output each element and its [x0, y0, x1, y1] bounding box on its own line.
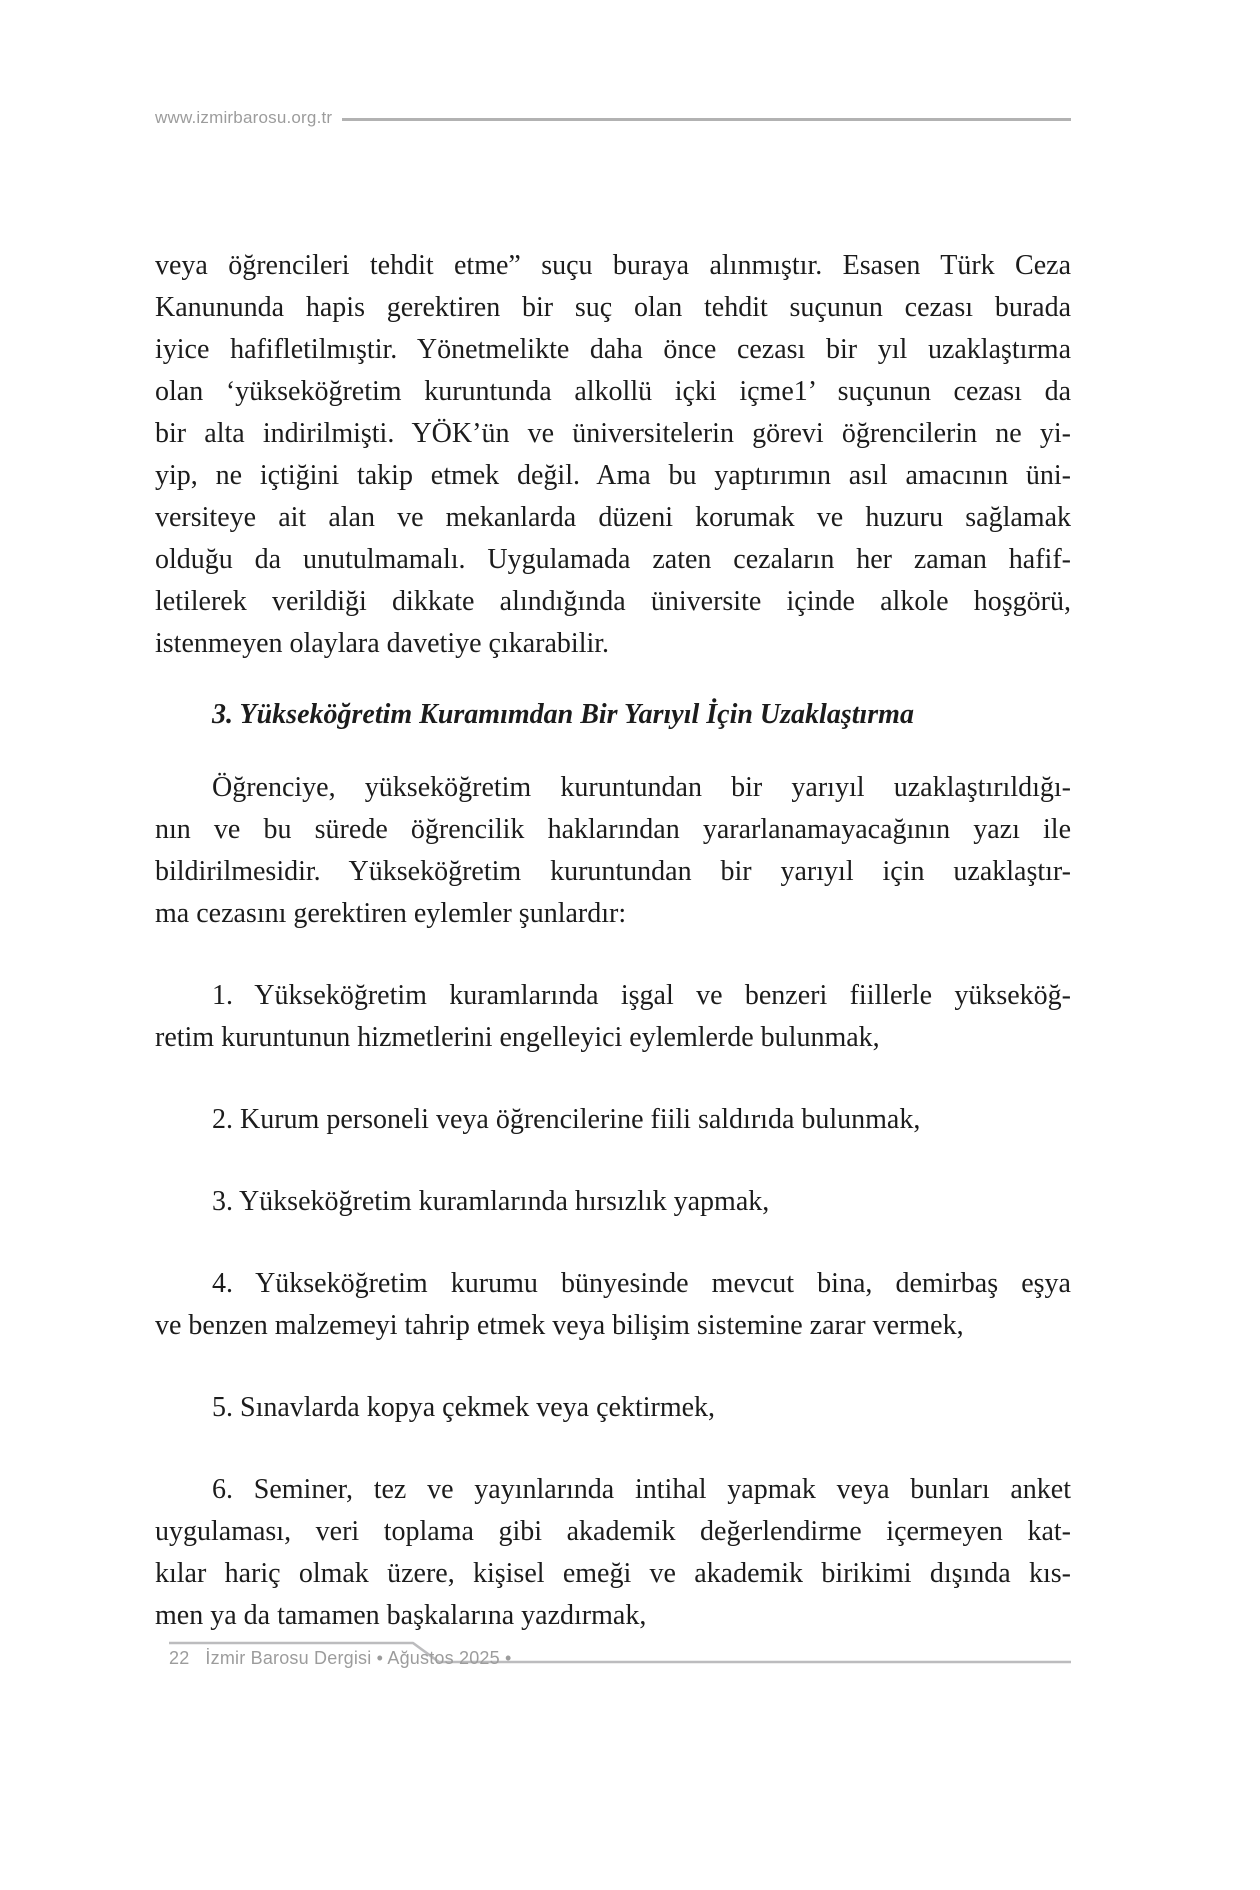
text-line: bir alta indirilmişti. YÖK’ün ve üniversitelerin görevi öğrencilerin ne yi-: [155, 418, 1071, 449]
text-line: kılar hariç olmak üzere, kişisel emeği ve akademik birikimi dışında kıs-: [155, 1558, 1071, 1589]
paragraph: [155, 1263, 1071, 1347]
page-footer: [155, 1640, 1071, 1684]
website-url: www.izmirbarosu.org.tr: [155, 108, 333, 127]
text-line: veya öğrencileri tehdit etme” suçu buraya alınmıştır. Esasen Türk Ceza: [155, 250, 1071, 281]
text-line: bildirilmesidir. Yükseköğretim kuruntundan bir yarıyıl için uzaklaştır-: [155, 856, 1071, 887]
text-line: retim kuruntunun hizmetlerini engelleyici eylemlerde bulunmak,: [155, 1022, 880, 1053]
text-line: Kanununda hapis gerektiren bir suç olan tehdit suçunun cezası burada: [155, 292, 1071, 323]
paragraph: [155, 1387, 1071, 1429]
text-line: letilerek verildiği dikkate alındığında üniversite içinde alkole hoşgörü,: [155, 586, 1071, 617]
paragraph: [155, 975, 1071, 1059]
header-rule: [342, 118, 1071, 121]
text-line: nın ve bu sürede öğrencilik haklarından yararlanamayacağının yazı ile: [155, 814, 1071, 845]
text-line: 4. Yükseköğretim kurumu bünyesinde mevcut bina, demirbaş eşya: [212, 1268, 1071, 1299]
paragraph: [155, 245, 1071, 665]
section-heading: [155, 694, 1071, 736]
page-header: [155, 108, 1071, 128]
document-body: [155, 245, 1071, 1637]
footer-text: [169, 1648, 512, 1669]
text-line: 1. Yükseköğretim kuramlarında işgal ve benzeri fiillerle yükseköğ-: [212, 980, 1071, 1011]
text-line: ma cezasını gerektiren eylemler şunlardır:: [155, 898, 627, 929]
text-line: olan ‘yükseköğretim kuruntunda alkollü içki içme1’ suçunun cezası da: [155, 376, 1071, 407]
text-line: versiteye ait alan ve mekanlarda düzeni korumak ve huzuru sağlamak: [155, 502, 1071, 533]
paragraph: [155, 1099, 1071, 1141]
text-line: istenmeyen olaylara davetiye çıkarabilir.: [155, 628, 610, 659]
text-line: 3. Yükseköğretim kuramlarında hırsızlık yapmak,: [212, 1186, 770, 1217]
text-line: uygulaması, veri toplama gibi akademik değerlendirme içermeyen kat-: [155, 1516, 1071, 1547]
paragraph: [155, 1181, 1071, 1223]
text-line: iyice hafifletilmıştir. Yönetmelikte daha önce cezası bir yıl uzaklaştırma: [155, 334, 1071, 365]
text-line: olduğu da unutulmamalı. Uygulamada zaten cezaların her zaman hafif-: [155, 544, 1071, 575]
page-number: 22: [169, 1648, 190, 1668]
text-line: 2. Kurum personeli veya öğrencilerine fiili saldırıda bulunmak,: [212, 1104, 921, 1135]
text-line: 5. Sınavlarda kopya çekmek veya çektirmek,: [212, 1392, 716, 1423]
text-line: Öğrenciye, yükseköğretim kuruntundan bir yarıyıl uzaklaştırıldığı-: [212, 772, 1071, 803]
text-line: yip, ne içtiğini takip etmek değil. Ama bu yaptırımın asıl amacının üni-: [155, 460, 1071, 491]
paragraph: [155, 1469, 1071, 1637]
journal-title: İzmir Barosu Dergisi • Ağustos 2025 •: [205, 1648, 512, 1668]
text-line: 3. Yükseköğretim Kuramımdan Bir Yarıyıl İçin Uzaklaştırma: [212, 699, 914, 730]
text-line: 6. Seminer, tez ve yayınlarında intihal yapmak veya bunları anket: [212, 1474, 1071, 1505]
paragraph: [155, 767, 1071, 935]
text-line: ve benzen malzemeyi tahrip etmek veya bilişim sistemine zarar vermek,: [155, 1310, 964, 1341]
text-line: men ya da tamamen başkalarına yazdırmak,: [155, 1600, 647, 1631]
